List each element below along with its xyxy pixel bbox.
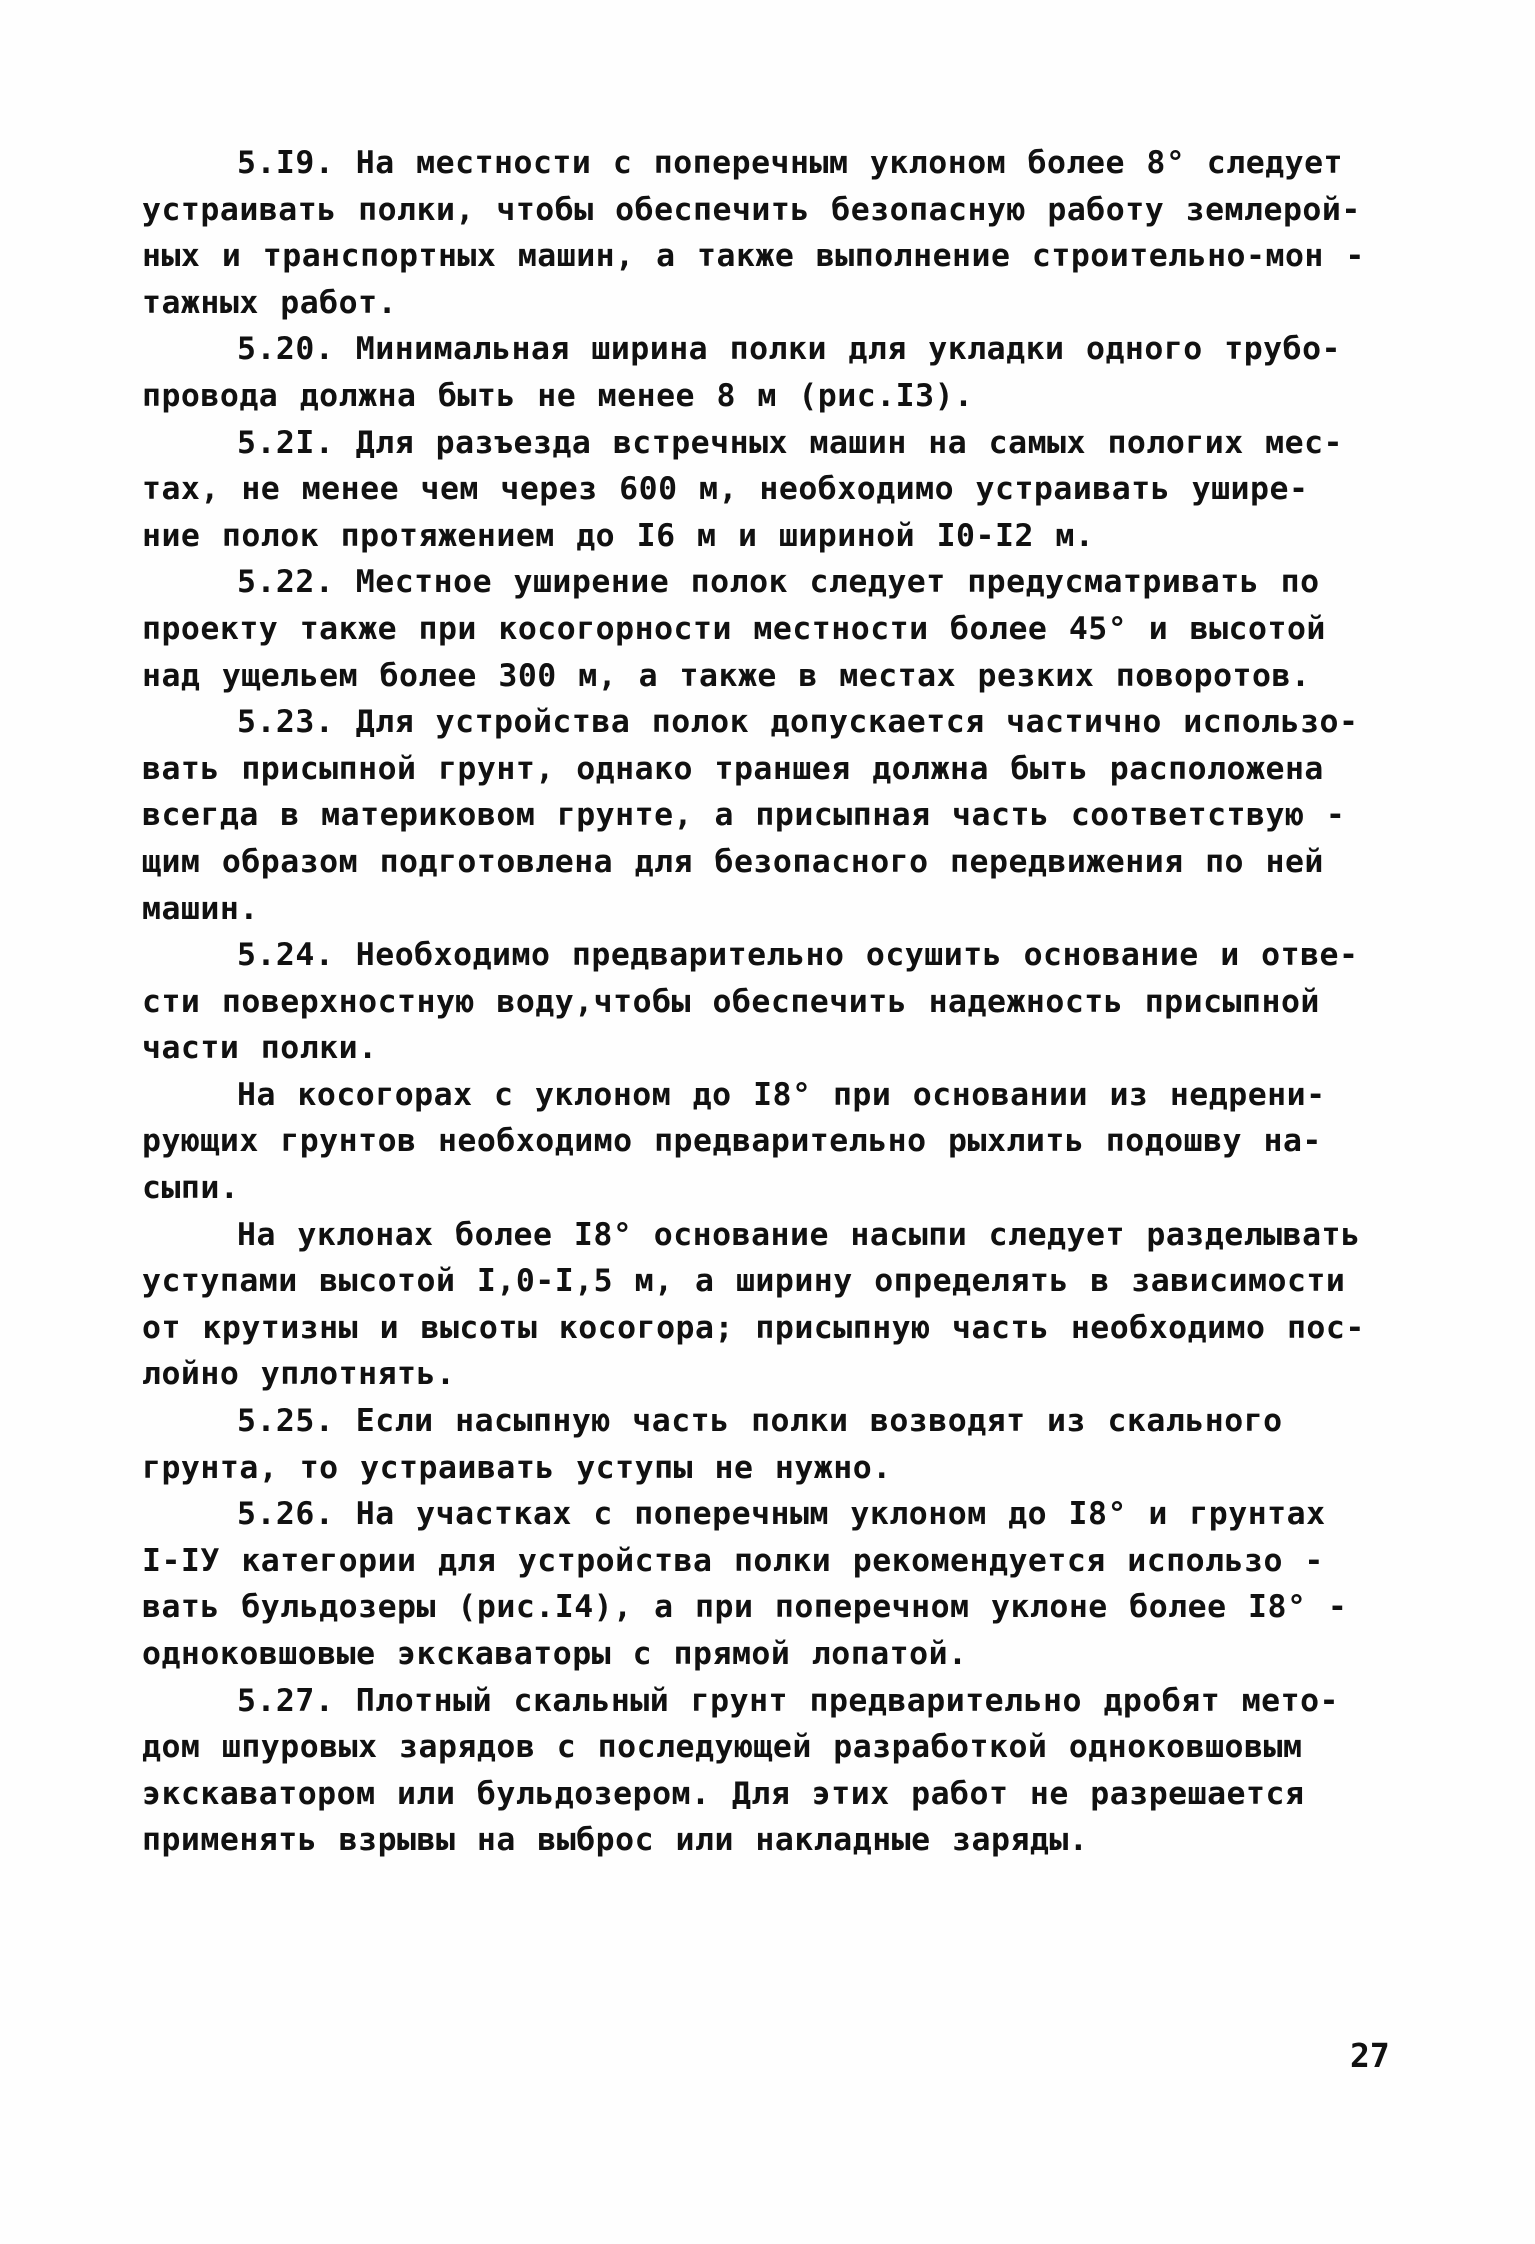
paragraph-5-25 — [142, 1398, 1412, 1491]
paragraph-5-20 — [142, 326, 1412, 419]
paragraph-slopes-to-18 — [142, 1072, 1412, 1212]
text-line: от крутизны и высоты косогора; присыпную часть необходимо пос- — [142, 1309, 1365, 1346]
text-line: ных и транспортных машин, а также выполнение строительно-мон - — [142, 238, 1365, 275]
text-line: 5.24. Необходимо предварительно осушить основание и отве- — [237, 937, 1359, 974]
text-line: I-IУ категории для устройства полки рекомендуется использо - — [142, 1542, 1324, 1579]
text-line: всегда в материковом грунте, а присыпная часть соответствую - — [142, 797, 1346, 834]
page-number: 27 — [1350, 2036, 1390, 2075]
paragraph-5-22 — [142, 559, 1412, 699]
text-line: сыпи. — [142, 1170, 240, 1207]
text-line: щим образом подготовлена для безопасного передвижения по ней — [142, 843, 1324, 880]
text-line: одноковшовые экскаваторы с прямой лопатой. — [142, 1636, 968, 1672]
text-line: провода должна быть не менее 8 м (рис.I3). — [142, 377, 974, 414]
text-line: проекту также при косогорности местности более 45° и высотой — [142, 610, 1326, 647]
text-line: части полки. — [142, 1030, 378, 1067]
text-line: применять взрывы на выброс или накладные заряды. — [142, 1822, 1089, 1859]
text-line: уступами высотой I,0-I,5 м, а ширину определять в зависимости — [142, 1263, 1346, 1300]
text-line: ние полок протяжением до I6 м и шириной I0-I2 м. — [142, 517, 1095, 554]
text-line: машин. — [142, 890, 259, 927]
paragraph-5-19 — [142, 140, 1412, 326]
text-line: дом шпуровых зарядов с последующей разработкой одноковшовым — [142, 1729, 1303, 1766]
text-line: сти поверхностную воду,чтобы обеспечить надежность присыпной — [142, 983, 1320, 1020]
text-line: 5.22. Местное уширение полок следует предусматривать по — [237, 564, 1320, 601]
text-line: тах, не менее чем через 600 м, необходимо устраивать уширe- — [142, 471, 1309, 508]
text-line: 5.23. Для устройства полок допускается частично использо- — [237, 704, 1359, 741]
paragraph-5-26 — [142, 1491, 1412, 1677]
paragraph-5-24 — [142, 932, 1412, 1072]
text-line: вать бульдозеры (рис.I4), а при поперечном уклоне более I8° - — [142, 1589, 1348, 1626]
text-line: 5.26. На участках с поперечным уклоном до I8° и грунтах — [237, 1496, 1326, 1533]
text-line: вать присыпной грунт, однако траншея должна быть расположена — [142, 750, 1324, 787]
paragraph-5-21 — [142, 420, 1412, 560]
text-line: тажных работ. — [142, 284, 398, 321]
text-line: над ущельем более 300 м, а также в местах резких поворотов. — [142, 657, 1311, 694]
text-line: рующих грунтов необходимо предварительно рыхлить подошву на- — [142, 1123, 1322, 1160]
text-line: устраивать полки, чтобы обеспечить безопасную работу землерой- — [142, 191, 1361, 228]
text-line: 5.I9. На местности с поперечным уклоном более 8° следует — [237, 145, 1344, 181]
text-line: На уклонах более I8° основание насыпи следует разделывать — [237, 1216, 1361, 1253]
paragraph-slopes-over-18 — [142, 1212, 1412, 1398]
text-line: На косогорах с уклоном до I8° при основании из недрени- — [237, 1076, 1326, 1113]
text-line: грунта, то устраивать уступы не нужно. — [142, 1449, 892, 1486]
text-line: 5.25. Если насыпную часть полки возводят из скального — [237, 1403, 1283, 1440]
body-text — [142, 140, 1412, 1864]
text-line: лойно уплотнять. — [142, 1356, 456, 1393]
text-line: экскаватором или бульдозером. Для этих работ не разрешается — [142, 1775, 1305, 1812]
paragraph-5-23 — [142, 699, 1412, 932]
text-line: 5.2I. Для разъезда встречных машин на самых пологих мес- — [237, 424, 1344, 461]
text-line: 5.20. Минимальная ширина полки для укладки одного трубо- — [237, 331, 1342, 368]
paragraph-5-27 — [142, 1678, 1412, 1864]
text-line: 5.27. Плотный скальный грунт предварительно дробят мето- — [237, 1682, 1340, 1719]
